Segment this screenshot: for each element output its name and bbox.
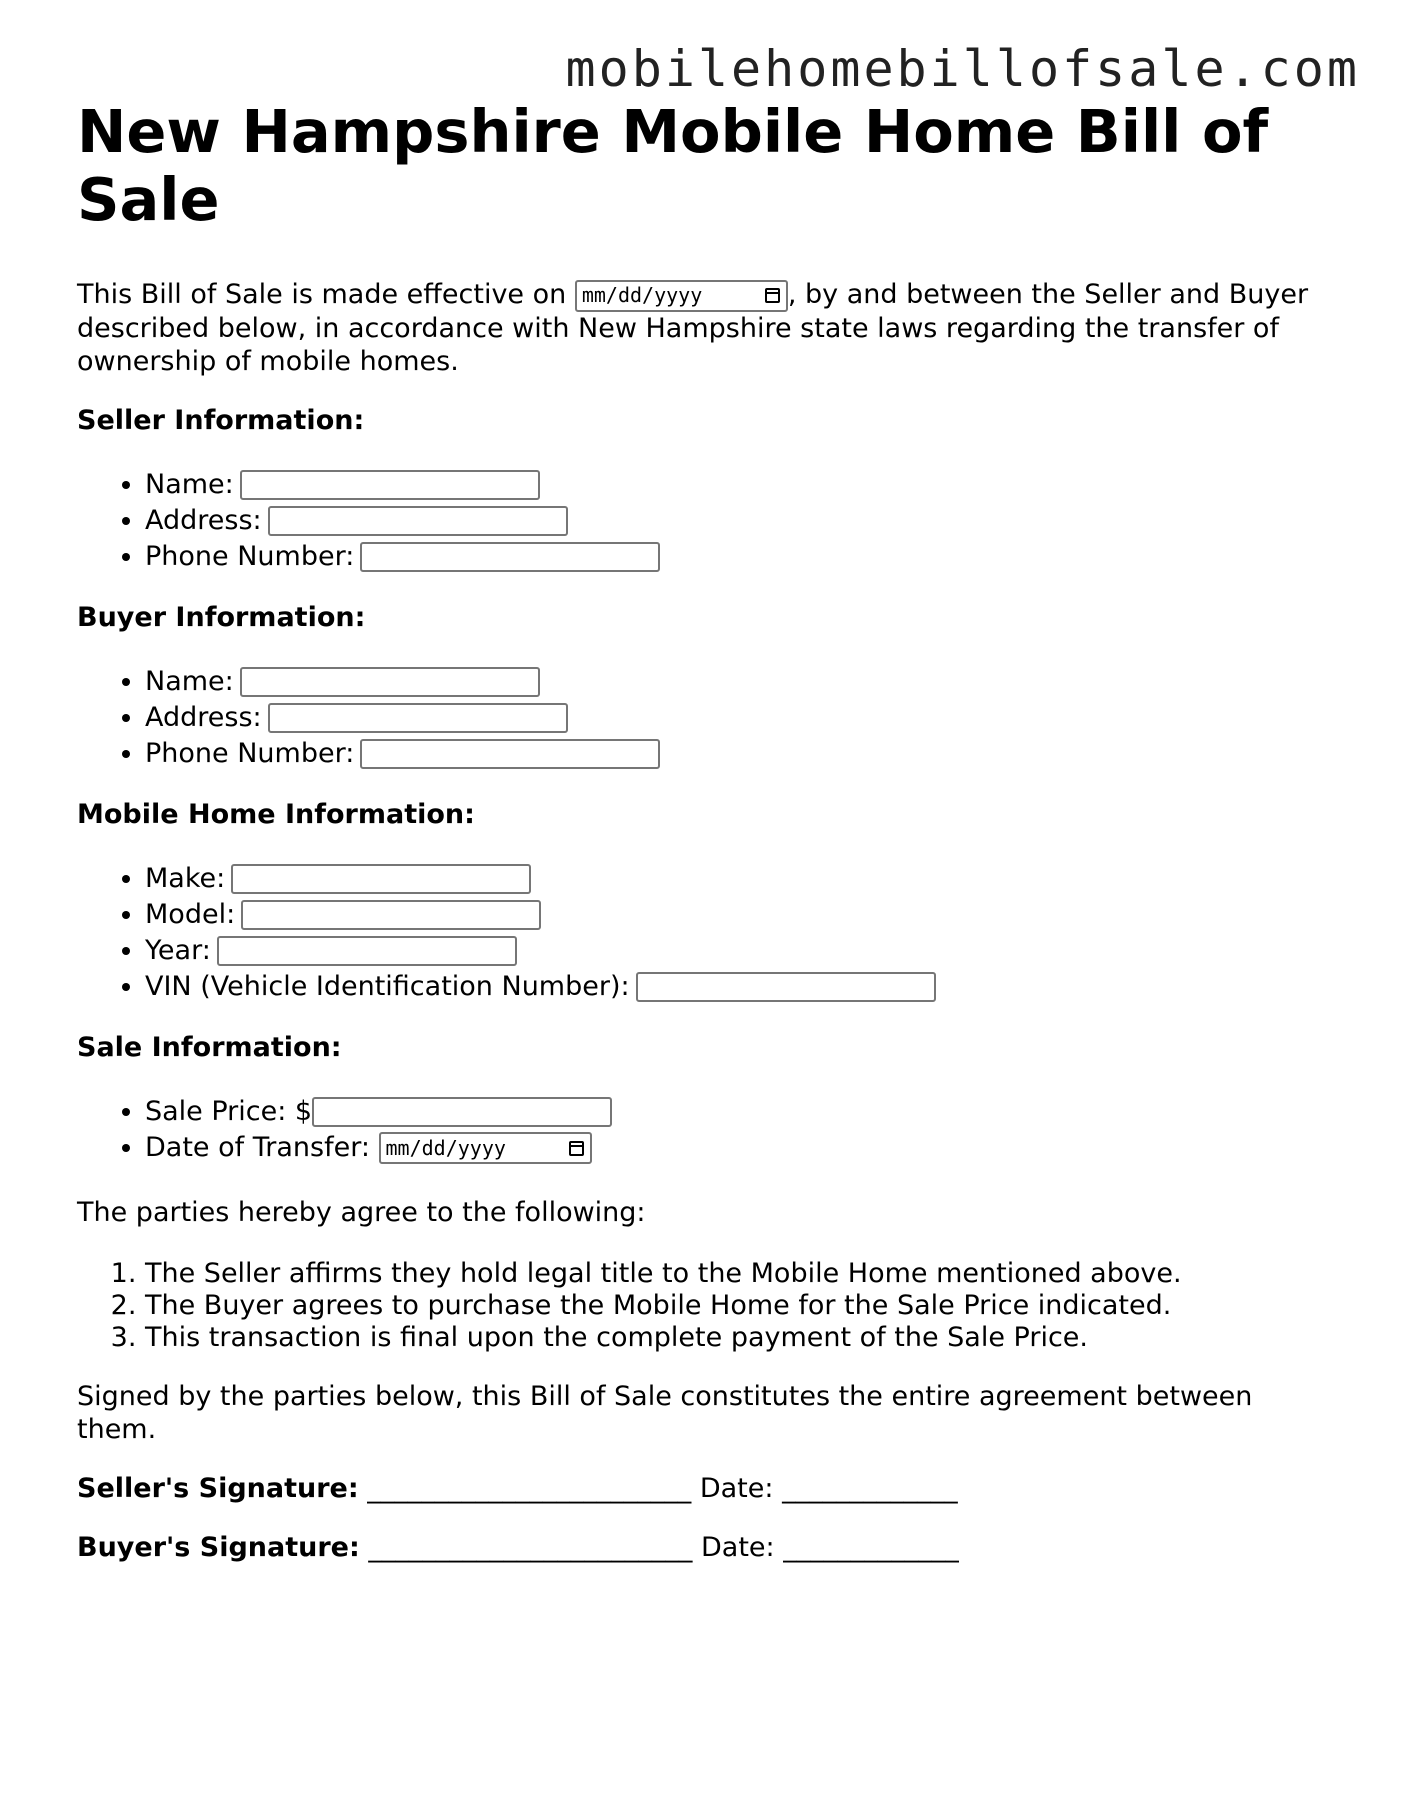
seller-signature-blank: ________________________: [367, 1472, 692, 1504]
year-label: Year:: [145, 934, 211, 966]
seller-fields-list: [77, 467, 1337, 575]
list-item: [145, 664, 1337, 700]
page-title: New Hampshire Mobile Home Bill of Sale: [77, 97, 1269, 234]
buyer-date-blank: _____________: [783, 1531, 959, 1563]
bill-of-sale-document: [77, 98, 1337, 1565]
buyer-phone-label: Phone Number:: [145, 737, 355, 769]
list-item: [145, 1094, 1337, 1130]
intro-text-after: , by and between the Seller and Buyer described below, in accordance with New Hampshire state laws regarding the transfer of ownership of mobile homes.: [77, 279, 1309, 377]
buyer-name-label: Name:: [145, 665, 234, 697]
transfer-date-input[interactable]: [379, 1132, 592, 1164]
seller-phone-label: Phone Number:: [145, 540, 355, 572]
seller-signature-line: [77, 1472, 1337, 1506]
model-input[interactable]: [241, 900, 541, 930]
buyer-address-input[interactable]: [268, 703, 568, 733]
intro-text-before: This Bill of Sale is made effective on: [77, 279, 575, 310]
site-watermark: mobilehomebillofsale.com: [565, 40, 1360, 98]
seller-signature-label: Seller's Signature:: [77, 1472, 359, 1504]
sale-price-input[interactable]: [312, 1097, 612, 1127]
seller-phone-input[interactable]: [360, 542, 660, 572]
seller-address-label: Address:: [145, 504, 262, 536]
buyer-phone-input[interactable]: [360, 739, 660, 769]
list-item: [145, 736, 1337, 772]
sale-fields-list: [77, 1094, 1337, 1166]
make-input[interactable]: [231, 864, 531, 894]
transfer-date-placeholder: mm/dd/yyyy: [385, 1136, 506, 1160]
effective-date-input[interactable]: [575, 280, 788, 312]
intro-paragraph: [77, 278, 1337, 378]
list-item: 2. The Buyer agrees to purchase the Mobile Home for the Sale Price indicated.: [145, 1290, 1337, 1322]
calendar-icon[interactable]: [765, 288, 780, 303]
seller-date-label: Date:: [699, 1472, 774, 1504]
mobile-home-fields-list: [77, 861, 1337, 1005]
list-item: 1. The Seller affirms they hold legal title to the Mobile Home mentioned above.: [145, 1258, 1337, 1290]
list-item: [145, 861, 1337, 897]
buyer-section-heading: Buyer Information:: [77, 601, 366, 633]
seller-name-input[interactable]: [240, 470, 540, 500]
vin-label: VIN (Vehicle Identification Number):: [145, 970, 630, 1002]
buyer-name-input[interactable]: [240, 667, 540, 697]
mobile-home-section-heading: Mobile Home Information:: [77, 798, 475, 830]
sale-price-label: Sale Price: $: [145, 1095, 313, 1127]
agreement-terms-list: [77, 1258, 1337, 1354]
year-input[interactable]: [217, 936, 517, 966]
vin-input[interactable]: [636, 972, 936, 1002]
list-item: [145, 503, 1337, 539]
seller-address-input[interactable]: [268, 506, 568, 536]
list-item: [145, 933, 1337, 969]
list-item: [145, 1130, 1337, 1166]
agreement-lead: The parties hereby agree to the following:: [77, 1196, 646, 1228]
buyer-fields-list: [77, 664, 1337, 772]
buyer-signature-label: Buyer's Signature:: [77, 1531, 360, 1563]
effective-date-placeholder: mm/dd/yyyy: [581, 283, 703, 307]
list-item: [145, 539, 1337, 575]
closing-paragraph: Signed by the parties below, this Bill of Sale constitutes the entire agreement between them.: [77, 1380, 1253, 1445]
buyer-signature-blank: ________________________: [368, 1531, 693, 1563]
list-item: [145, 700, 1337, 736]
list-item: [145, 969, 1337, 1005]
seller-name-label: Name:: [145, 468, 234, 500]
calendar-icon[interactable]: [569, 1141, 584, 1156]
seller-date-blank: _____________: [782, 1472, 958, 1504]
list-item: [145, 467, 1337, 503]
list-item: 3. This transaction is final upon the complete payment of the Sale Price.: [145, 1322, 1337, 1354]
seller-section-heading: Seller Information:: [77, 404, 365, 436]
make-label: Make:: [145, 862, 226, 894]
buyer-address-label: Address:: [145, 701, 262, 733]
list-item: [145, 897, 1337, 933]
buyer-date-label: Date:: [700, 1531, 775, 1563]
transfer-date-label: Date of Transfer:: [145, 1131, 370, 1163]
model-label: Model:: [145, 898, 236, 930]
buyer-signature-line: [77, 1531, 1337, 1565]
sale-section-heading: Sale Information:: [77, 1031, 342, 1063]
